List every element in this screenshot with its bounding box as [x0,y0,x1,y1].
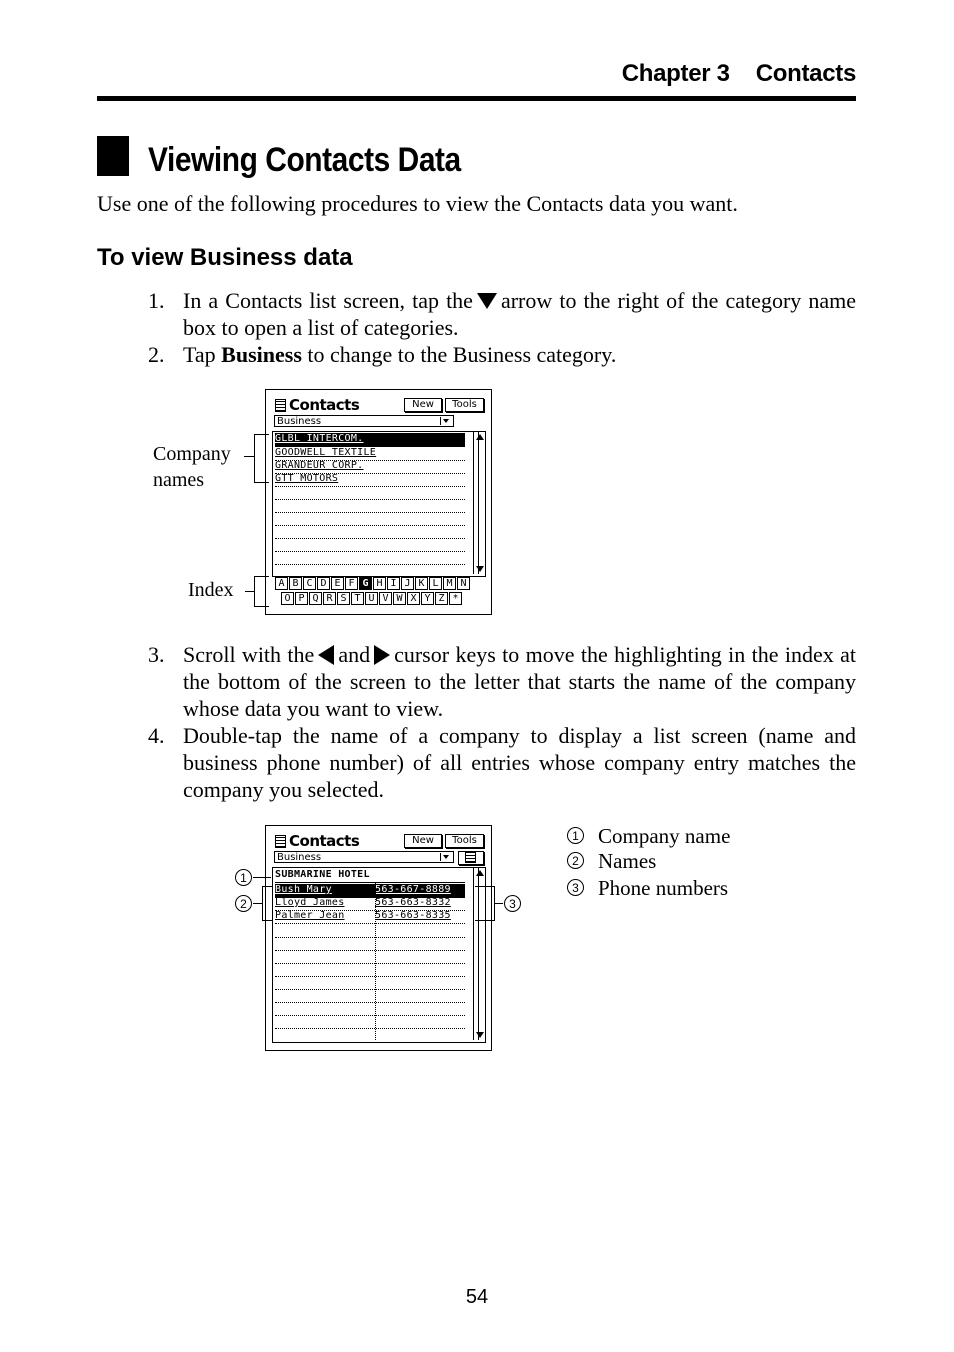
index-letter-r[interactable]: R [323,592,336,605]
header-rule [97,96,856,101]
step-text-b: cursor keys to move the highlighting in the index at the bottom of the screen to the letter that starts the name of the company whose data you want to view. [183,642,856,722]
index-letter-g[interactable]: G [359,577,372,590]
list-item-text: GOODWELL TEXTILE [275,447,377,458]
callout-bracket [254,576,269,577]
step-text-a: Tap [183,342,216,367]
scroll-down-icon[interactable] [476,1032,484,1038]
index-letter-k[interactable]: K [415,577,428,590]
entry-row[interactable] [275,884,465,898]
index-letter-f[interactable]: F [345,577,358,590]
scroll-up-icon[interactable] [476,870,484,876]
empty-row [275,937,465,951]
down-arrow-icon [477,293,497,309]
entry-row[interactable] [275,897,465,911]
list-item[interactable] [275,460,465,474]
view-mode-button[interactable] [458,851,484,865]
index-letter-e[interactable]: E [331,577,344,590]
scrollbar[interactable] [473,868,485,1040]
entry-phone: 563-667-8889 [375,884,451,895]
step-text-a: Scroll with the [183,642,315,667]
contacts-list-screen [265,389,492,615]
callout-3-marker: 3 [504,895,521,912]
index-letter-j[interactable]: J [401,577,414,590]
empty-row [275,499,465,513]
empty-row [275,512,465,526]
callout-bracket [262,920,272,921]
empty-row [275,1002,465,1016]
index-letter-o[interactable]: O [281,592,294,605]
step-4 [148,722,856,803]
step-3 [148,641,856,722]
step-bold-text: Business [221,342,302,367]
empty-row [275,525,465,539]
callout-bracket [254,606,269,607]
legend-marker: 2 [567,852,584,869]
company-label: Company [153,443,231,465]
index-letter-z[interactable]: Z [435,592,448,605]
scrollbar[interactable] [473,432,485,574]
callout-line [245,591,254,592]
empty-row [275,963,465,977]
callout-bracket [475,886,495,887]
list-item-text: GTT MOTORS [275,473,339,484]
index-letter-other[interactable]: * [449,592,462,605]
callout-1-marker: 1 [235,869,252,886]
entry-phone: 563-663-8332 [375,897,451,908]
step-text [183,641,856,722]
intro-text: Use one of the following procedures to view the Contacts data you want. [97,191,738,216]
entry-name: Lloyd James [275,897,345,908]
category-box[interactable] [274,851,454,863]
index-letter-x[interactable]: X [407,592,420,605]
index-letter-c[interactable]: C [303,577,316,590]
callout-line [253,903,262,904]
step-text-b: arrow to the right of the category name box to open a list of categories. [183,288,856,340]
callout-line [494,903,503,904]
tools-button[interactable]: Tools [445,834,484,848]
page-title: Viewing Contacts Data [148,141,461,179]
index-letter-t[interactable]: T [351,592,364,605]
empty-row [275,976,465,990]
step-number: 3. [148,642,165,667]
contacts-app-icon [275,399,286,412]
new-button[interactable]: New [404,398,442,412]
index-letter-p[interactable]: P [295,592,308,605]
step-text-mid: and [338,642,371,667]
category-dropdown-icon[interactable] [440,417,452,425]
category-value: Business [277,416,322,427]
index-letter-w[interactable]: W [393,592,406,605]
company-entries-screen [265,825,492,1051]
index-letter-i[interactable]: I [387,577,400,590]
step-number: 1. [148,288,165,313]
index-letter-v[interactable]: V [379,592,392,605]
callout-2-marker: 2 [235,895,252,912]
entry-name: Palmer Jean [275,910,345,921]
category-value: Business [277,852,322,863]
step-1 [148,287,856,341]
callout-bracket [254,434,269,435]
legend-text: Company name [598,824,731,848]
index-letter-b[interactable]: B [289,577,302,590]
callout-bracket [262,886,272,887]
index-label: Index [188,579,234,601]
index-letter-a[interactable]: A [275,577,288,590]
index-letter-y[interactable]: Y [421,592,434,605]
callout-bracket [262,886,263,921]
callout-bracket [254,434,255,483]
step-number: 2. [148,342,165,367]
callout-bracket [475,920,495,921]
tools-button[interactable]: Tools [445,398,484,412]
step-2 [148,341,856,368]
new-button[interactable]: New [404,834,442,848]
company-name: SUBMARINE HOTEL [275,869,370,880]
app-title: Contacts [289,832,360,850]
section-heading: To view Business data [97,244,353,271]
empty-row [275,1015,465,1029]
empty-row [275,538,465,552]
step-text-b: to change to the Business category. [307,342,617,367]
company-header [275,869,465,883]
callout-line [253,877,271,878]
contacts-app-icon [275,835,286,848]
app-title: Contacts [289,396,360,414]
callout-bracket [254,482,269,483]
step-number: 4. [148,723,165,748]
callout-bracket [494,886,495,921]
empty-row [275,551,465,565]
index-letter-d[interactable]: D [317,577,330,590]
entry-phone: 563-663-8335 [375,910,451,921]
entry-list [272,867,486,1043]
empty-row [275,950,465,964]
scroll-up-icon[interactable] [476,434,484,440]
legend-marker: 1 [567,827,584,844]
index-letter-q[interactable]: Q [309,592,322,605]
company-list [272,431,486,577]
category-box[interactable] [274,415,454,427]
index-letter-l[interactable]: L [429,577,442,590]
entry-row[interactable] [275,910,465,924]
card-icon [465,852,476,863]
callout-line [244,456,254,457]
entry-name: Bush Mary [275,884,332,895]
left-arrow-icon [318,645,334,665]
step-text-a: In a Contacts list screen, tap the [183,288,473,313]
index-letter-n[interactable]: N [457,577,470,590]
index-letter-u[interactable]: U [365,592,378,605]
index-letter-s[interactable]: S [337,592,350,605]
list-item[interactable] [275,433,465,447]
list-item-text: GRANDEUR CORP. [275,460,364,471]
list-item-text: GLBL INTERCOM. [275,433,364,444]
empty-row [275,989,465,1003]
title-marker [97,136,129,176]
legend-marker: 3 [567,879,584,896]
names-label: names [153,469,205,491]
chapter-number: Chapter 3 [621,60,730,87]
step-text [183,341,856,368]
step-text [183,287,856,341]
legend-text: Names [598,849,657,873]
empty-row [275,924,465,938]
page-number: 54 [465,1286,489,1308]
empty-row [275,486,465,500]
right-arrow-icon [374,645,390,665]
chapter-title: Contacts [755,60,856,87]
category-dropdown-icon[interactable] [440,853,452,861]
index-letter-h[interactable]: H [373,577,386,590]
list-item[interactable] [275,473,465,487]
step-text: Double-tap the name of a company to display a list screen (name and business phone number) of all entries whose company entry matches the company you selected. [183,723,856,802]
callout-bracket [254,576,255,607]
index-letter-m[interactable]: M [443,577,456,590]
chapter-heading [622,60,856,88]
scroll-down-icon[interactable] [476,566,484,572]
list-item[interactable] [275,447,465,461]
legend-text: Phone numbers [598,876,729,900]
column-divider [375,883,376,1040]
